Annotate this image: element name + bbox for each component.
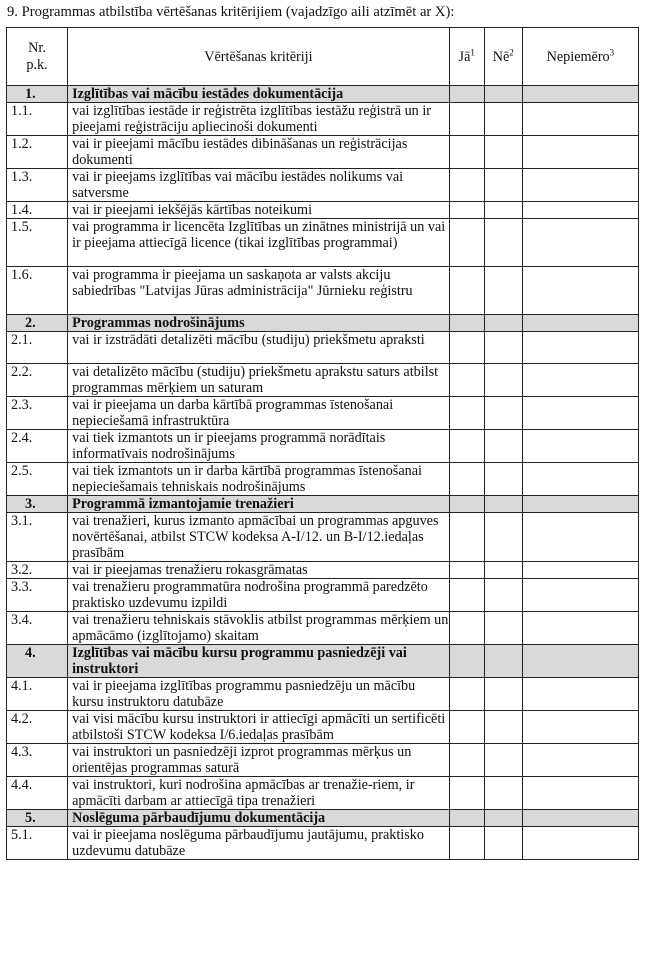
criterion-text: vai instruktori un pasniedzēji izprot programmas mērķus un orientējas programmas saturā xyxy=(68,744,450,777)
column-header-number xyxy=(7,28,68,86)
table-header-row xyxy=(7,28,639,86)
mark-cell-no[interactable] xyxy=(484,744,522,777)
section-title: Programmas nodrošinājums xyxy=(68,315,450,332)
section-cell-no xyxy=(484,496,522,513)
criterion-text: vai trenažieru programmatūra nodrošina programmā paredzēto praktisko uzdevumu izpildi xyxy=(68,579,450,612)
mark-cell-not-applicable[interactable] xyxy=(522,827,638,860)
mark-cell-not-applicable[interactable] xyxy=(522,744,638,777)
mark-cell-not-applicable[interactable] xyxy=(522,711,638,744)
section-title: Izglītības vai mācību kursu programmu pasniedzēji vai instruktori xyxy=(68,645,450,678)
section-cell-yes xyxy=(449,645,484,678)
mark-cell-no[interactable] xyxy=(484,827,522,860)
section-cell-no xyxy=(484,645,522,678)
mark-cell-yes[interactable] xyxy=(449,777,484,810)
criterion-row xyxy=(7,136,639,169)
column-header-yes-label: Jā xyxy=(458,48,471,65)
criterion-row xyxy=(7,397,639,430)
mark-cell-not-applicable[interactable] xyxy=(522,579,638,612)
section-cell-yes xyxy=(449,86,484,103)
criterion-text: vai visi mācību kursu instruktori ir attiecīgi apmācīti un sertificēti atbilstoši STCW kodeksa I/6.iedaļas prasībām xyxy=(68,711,450,744)
mark-cell-not-applicable[interactable] xyxy=(522,562,638,579)
footnote-marker: 2 xyxy=(509,46,514,57)
section-row xyxy=(7,496,639,513)
criterion-number: 1.6. xyxy=(7,267,68,315)
mark-cell-yes[interactable] xyxy=(449,430,484,463)
section-cell-na xyxy=(522,86,638,103)
section-cell-na xyxy=(522,496,638,513)
mark-cell-not-applicable[interactable] xyxy=(522,219,638,267)
mark-cell-not-applicable[interactable] xyxy=(522,136,638,169)
criterion-number: 1.4. xyxy=(7,202,68,219)
criterion-text: vai trenažieri, kurus izmanto apmācībai un programmas apguves novērtēšanai, atbilst STCW kodeksa A-I/12. un B-I/12.iedaļas prasībām xyxy=(68,513,450,562)
footnote-marker: 3 xyxy=(609,46,615,57)
criterion-row xyxy=(7,711,639,744)
criterion-text: vai ir pieejama un darba kārtībā programmas īstenošanai nepieciešamā infrastruktūra xyxy=(68,397,450,430)
mark-cell-yes[interactable] xyxy=(449,202,484,219)
criterion-text: vai ir pieejami iekšējās kārtības noteikumi xyxy=(68,202,450,219)
section-title: Izglītības vai mācību iestādes dokumentācija xyxy=(68,86,450,103)
column-header-no xyxy=(484,28,522,86)
mark-cell-not-applicable[interactable] xyxy=(522,612,638,645)
column-header-na-label: Nepiemēro xyxy=(546,48,610,65)
table-body xyxy=(7,86,639,860)
criterion-text: vai ir pieejami mācību iestādes dibināšanas un reģistrācijas dokumenti xyxy=(68,136,450,169)
mark-cell-yes[interactable] xyxy=(449,219,484,267)
criterion-text: vai trenažieru tehniskais stāvoklis atbilst programmas mērķiem un apmācāmo (izglītojamo) skaitam xyxy=(68,612,450,645)
criterion-number: 3.1. xyxy=(7,513,68,562)
mark-cell-not-applicable[interactable] xyxy=(522,169,638,202)
section-title: Noslēguma pārbaudījumu dokumentācija xyxy=(68,810,450,827)
criterion-row xyxy=(7,219,639,267)
criterion-text: vai instruktori, kuri nodrošina apmācības ar trenažie-riem, ir apmācīti darbam ar attiecīgā tipa trenažieri xyxy=(68,777,450,810)
criterion-row xyxy=(7,777,639,810)
criterion-row xyxy=(7,364,639,397)
criterion-text: vai izglītības iestāde ir reģistrēta izglītības iestāžu reģistrā un ir pieejami reģistrāciju apliecinoši dokumenti xyxy=(68,103,450,136)
footnote-marker: 1 xyxy=(470,46,475,57)
criterion-text: vai ir pieejama izglītības programmu pasniedzēju un mācību kursu instruktoru datubāze xyxy=(68,678,450,711)
mark-cell-no[interactable] xyxy=(484,562,522,579)
criterion-row xyxy=(7,579,639,612)
criterion-number: 4.3. xyxy=(7,744,68,777)
mark-cell-no[interactable] xyxy=(484,202,522,219)
criterion-row xyxy=(7,463,639,496)
criterion-row xyxy=(7,744,639,777)
section-number: 1. xyxy=(7,86,68,103)
criterion-number: 4.4. xyxy=(7,777,68,810)
criterion-number: 3.2. xyxy=(7,562,68,579)
section-cell-no xyxy=(484,86,522,103)
mark-cell-no[interactable] xyxy=(484,267,522,315)
column-header-number-line2: p.k. xyxy=(26,56,48,73)
criterion-row xyxy=(7,202,639,219)
mark-cell-not-applicable[interactable] xyxy=(522,397,638,430)
mark-cell-yes[interactable] xyxy=(449,612,484,645)
mark-cell-not-applicable[interactable] xyxy=(522,777,638,810)
criterion-text: vai ir izstrādāti detalizēti mācību (studiju) priekšmetu apraksti xyxy=(68,332,450,364)
mark-cell-yes[interactable] xyxy=(449,332,484,364)
mark-cell-yes[interactable] xyxy=(449,103,484,136)
criterion-number: 2.1. xyxy=(7,332,68,364)
mark-cell-yes[interactable] xyxy=(449,169,484,202)
mark-cell-no[interactable] xyxy=(484,332,522,364)
section-cell-no xyxy=(484,315,522,332)
mark-cell-yes[interactable] xyxy=(449,711,484,744)
mark-cell-not-applicable[interactable] xyxy=(522,364,638,397)
mark-cell-not-applicable[interactable] xyxy=(522,332,638,364)
column-header-no-label: Nē xyxy=(492,48,510,65)
mark-cell-not-applicable[interactable] xyxy=(522,430,638,463)
mark-cell-not-applicable[interactable] xyxy=(522,103,638,136)
criterion-row xyxy=(7,678,639,711)
mark-cell-yes[interactable] xyxy=(449,364,484,397)
mark-cell-no[interactable] xyxy=(484,777,522,810)
mark-cell-no[interactable] xyxy=(484,678,522,711)
criterion-row xyxy=(7,267,639,315)
mark-cell-yes[interactable] xyxy=(449,267,484,315)
section-row xyxy=(7,645,639,678)
criterion-number: 2.4. xyxy=(7,430,68,463)
section-cell-na xyxy=(522,810,638,827)
mark-cell-yes[interactable] xyxy=(449,744,484,777)
mark-cell-no[interactable] xyxy=(484,463,522,496)
mark-cell-yes[interactable] xyxy=(449,513,484,562)
criterion-row xyxy=(7,827,639,860)
mark-cell-no[interactable] xyxy=(484,364,522,397)
criterion-number: 2.2. xyxy=(7,364,68,397)
criterion-text: vai ir pieejama noslēguma pārbaudījumu jautājumu, praktisko uzdevumu datubāze xyxy=(68,827,450,860)
criterion-text: vai programma ir licencēta Izglītības un zinātnes ministrijā un vai ir pieejama attiecīgā licence (tikai izglītības programmai) xyxy=(68,219,450,267)
section-number: 4. xyxy=(7,645,68,678)
criterion-text: vai detalizēto mācību (studiju) priekšmetu aprakstu saturs atbilst programmas mērķiem un saturam xyxy=(68,364,450,397)
criterion-number: 1.2. xyxy=(7,136,68,169)
criterion-text: vai programma ir pieejama un saskaņota ar valsts akciju sabiedrības "Latvijas Jūras administrācija" Jūrnieku reģistru xyxy=(68,267,450,315)
mark-cell-no[interactable] xyxy=(484,169,522,202)
section-cell-yes xyxy=(449,496,484,513)
section-row xyxy=(7,810,639,827)
criterion-text: vai tiek izmantots un ir darba kārtībā programmas īstenošanai nepieciešamais tehniskais nodrošinājums xyxy=(68,463,450,496)
section-number: 3. xyxy=(7,496,68,513)
criterion-text: vai ir pieejamas trenažieru rokasgrāmatas xyxy=(68,562,450,579)
mark-cell-no[interactable] xyxy=(484,136,522,169)
mark-cell-yes[interactable] xyxy=(449,562,484,579)
column-header-yes xyxy=(449,28,484,86)
criterion-number: 1.3. xyxy=(7,169,68,202)
mark-cell-not-applicable[interactable] xyxy=(522,513,638,562)
criterion-row xyxy=(7,430,639,463)
section-row xyxy=(7,86,639,103)
mark-cell-no[interactable] xyxy=(484,579,522,612)
mark-cell-not-applicable[interactable] xyxy=(522,463,638,496)
mark-cell-not-applicable[interactable] xyxy=(522,202,638,219)
section-title: Programmā izmantojamie trenažieri xyxy=(68,496,450,513)
section-number: 2. xyxy=(7,315,68,332)
criterion-row xyxy=(7,332,639,364)
criterion-number: 3.3. xyxy=(7,579,68,612)
mark-cell-yes[interactable] xyxy=(449,463,484,496)
section-number: 5. xyxy=(7,810,68,827)
criterion-row xyxy=(7,169,639,202)
section-heading: 9. Programmas atbilstība vērtēšanas kritērijiem (vajadzīgo aili atzīmēt ar X): xyxy=(7,4,455,20)
criterion-number: 2.3. xyxy=(7,397,68,430)
mark-cell-no[interactable] xyxy=(484,513,522,562)
criterion-row xyxy=(7,103,639,136)
mark-cell-no[interactable] xyxy=(484,430,522,463)
criterion-row xyxy=(7,513,639,562)
mark-cell-no[interactable] xyxy=(484,397,522,430)
mark-cell-not-applicable[interactable] xyxy=(522,267,638,315)
mark-cell-no[interactable] xyxy=(484,612,522,645)
mark-cell-no[interactable] xyxy=(484,711,522,744)
criterion-number: 2.5. xyxy=(7,463,68,496)
criterion-text: vai tiek izmantots un ir pieejams programmā norādītais informatīvais nodrošinājums xyxy=(68,430,450,463)
section-row xyxy=(7,315,639,332)
criterion-row xyxy=(7,562,639,579)
mark-cell-yes[interactable] xyxy=(449,579,484,612)
criterion-number: 1.5. xyxy=(7,219,68,267)
section-cell-yes xyxy=(449,315,484,332)
mark-cell-yes[interactable] xyxy=(449,678,484,711)
criterion-text: vai ir pieejams izglītības vai mācību iestādes nolikums vai satversme xyxy=(68,169,450,202)
criterion-number: 4.1. xyxy=(7,678,68,711)
criterion-number: 5.1. xyxy=(7,827,68,860)
mark-cell-yes[interactable] xyxy=(449,397,484,430)
section-cell-yes xyxy=(449,810,484,827)
section-cell-na xyxy=(522,315,638,332)
criterion-number: 3.4. xyxy=(7,612,68,645)
mark-cell-no[interactable] xyxy=(484,103,522,136)
column-header-not-applicable xyxy=(522,28,638,86)
mark-cell-yes[interactable] xyxy=(449,827,484,860)
section-cell-na xyxy=(522,645,638,678)
criterion-number: 4.2. xyxy=(7,711,68,744)
mark-cell-not-applicable[interactable] xyxy=(522,678,638,711)
mark-cell-no[interactable] xyxy=(484,219,522,267)
criterion-row xyxy=(7,612,639,645)
criteria-table xyxy=(6,27,639,860)
column-header-criteria: Vērtēšanas kritēriji xyxy=(68,28,450,86)
column-header-number-line1: Nr. xyxy=(28,39,46,56)
section-cell-no xyxy=(484,810,522,827)
mark-cell-yes[interactable] xyxy=(449,136,484,169)
criterion-number: 1.1. xyxy=(7,103,68,136)
